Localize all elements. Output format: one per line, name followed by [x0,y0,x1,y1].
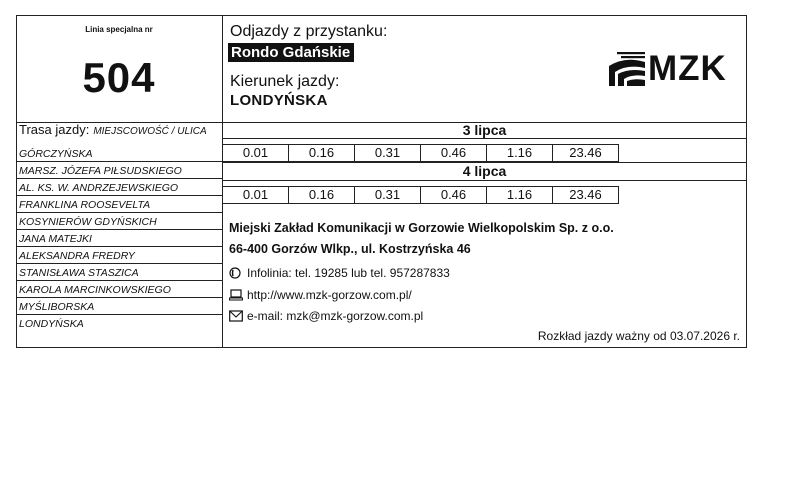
website-link[interactable]: http://www.mzk-gorzow.com.pl/ [247,288,412,302]
stop-divider [17,229,222,230]
stop-divider [17,212,222,213]
header-divider [222,16,223,348]
stop-divider [17,195,222,196]
departure-time: 0.46 [420,144,487,162]
route-subheader: MIEJSCOWOŚĆ / ULICA [93,126,207,137]
day-title: 4 lipca [462,163,507,179]
company-address: 66-400 Gorzów Wlkp., ul. Kostrzyńska 46 [229,242,471,256]
route-stop: STANISŁAWA STASZICA [19,267,139,279]
departure-time: 1.16 [486,144,553,162]
phone-text: Infolinia: tel. 19285 lub tel. 957287833 [247,266,450,280]
line-label: Linia specjalna nr [85,25,153,34]
departure-time: 0.16 [288,144,355,162]
route-stop: KAROLA MARCINKOWSKIEGO [19,284,171,296]
route-stop: GÓRCZYŃSKA [19,148,93,160]
line-number: 504 [82,54,156,101]
logo-text: MZK [648,49,727,88]
stop-divider [17,263,222,264]
envelope-icon [229,310,243,322]
route-header-label: Trasa jazdy: [19,122,90,137]
day2-title-line [222,180,747,181]
stop-divider [17,297,222,298]
day1-title-line [222,138,747,139]
phone-line [229,266,450,280]
direction-value: LONDYŃSKA [230,92,328,109]
departure-time: 1.16 [486,186,553,204]
departure-time: 23.46 [552,186,619,204]
route-stop: FRANKLINA ROOSEVELTA [19,199,151,211]
departures-label: Odjazdy z przystanku: [230,23,388,40]
departure-time: 0.01 [222,144,289,162]
route-stop: ALEKSANDRA FREDRY [19,250,135,262]
stop-divider [17,246,222,247]
timetable-sheet [16,15,747,348]
departure-time: 0.01 [222,186,289,204]
route-stop: MYŚLIBORSKA [19,301,95,313]
stop-name: Rondo Gdańskie [228,43,354,62]
email-line [229,309,423,323]
stop-divider [17,280,222,281]
route-stop: AL. KS. W. ANDRZEJEWSKIEGO [19,182,179,194]
email-link[interactable]: e-mail: mzk@mzk-gorzow.com.pl [247,309,424,323]
departure-time: 0.31 [354,186,421,204]
website-line [229,288,412,302]
departure-time: 23.46 [552,144,619,162]
company-name: Miejski Zakład Komunikacji w Gorzowie Wielkopolskim Sp. z o.o. [229,221,614,235]
departure-time: 0.46 [420,186,487,204]
validity-note: Rozkład jazdy ważny od 03.07.2026 r. [537,329,740,343]
departure-time: 0.31 [354,144,421,162]
stop-divider [17,161,222,162]
stop-divider [17,314,222,315]
computer-icon [229,289,243,301]
route-stop: KOSYNIERÓW GDYŃSKICH [19,216,157,228]
route-stop: JANA MATEJKI [19,233,92,245]
route-stop: LONDYŃSKA [19,318,84,330]
route-header [19,122,207,137]
stop-divider [17,178,222,179]
phone-icon [229,267,243,279]
direction-label: Kierunek jazdy: [230,73,340,90]
day-title: 3 lipca [462,122,507,138]
route-stop: MARSZ. JÓZEFA PIŁSUDSKIEGO [19,165,182,177]
departure-time: 0.16 [288,186,355,204]
